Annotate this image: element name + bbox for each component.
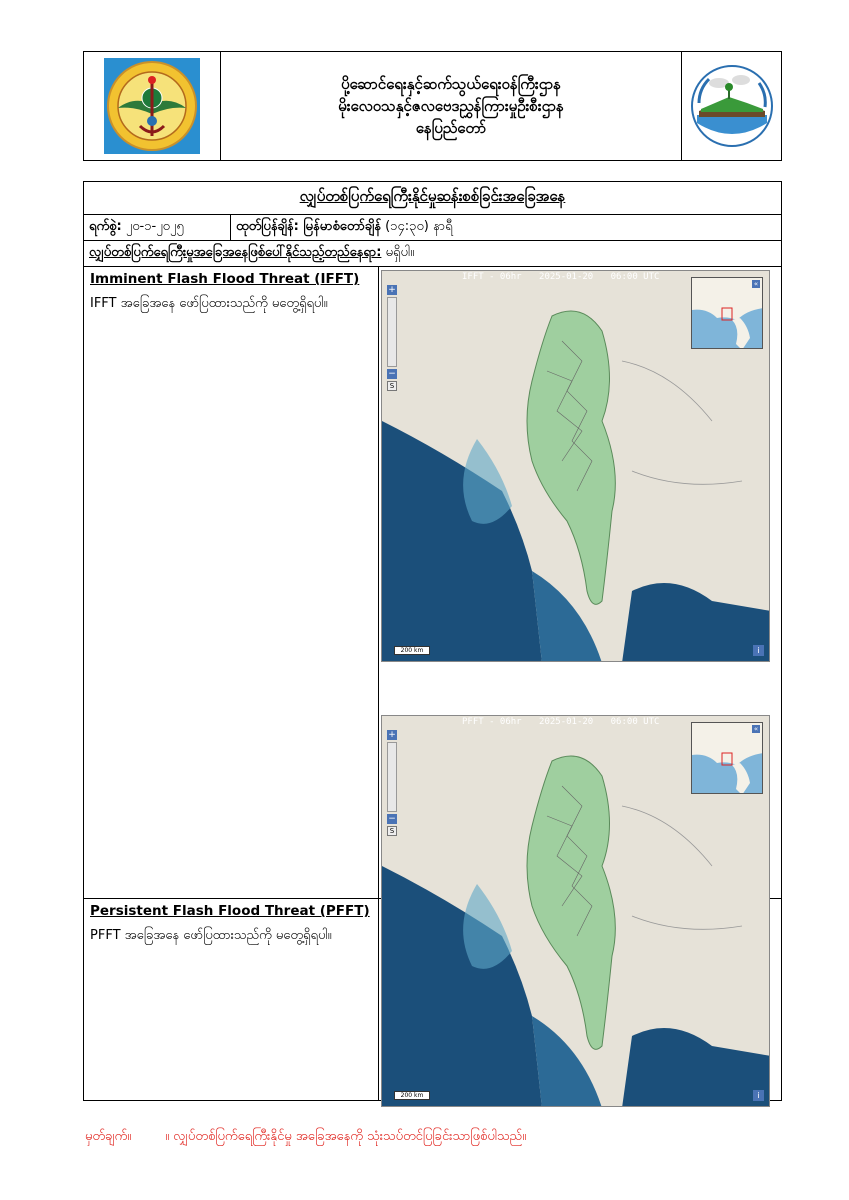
date-time-row	[84, 215, 781, 241]
zoom-slider[interactable]	[387, 297, 397, 367]
ifft-map-product: IFFT - 06hr	[462, 272, 522, 282]
pfft-text: PFFT အခြေအနေ ဖော်ပြထားသည်ကို မတွေ့ရှိရပါ။	[90, 928, 332, 943]
info-button[interactable]: i	[753, 645, 764, 656]
date-value: ၂၀-၁-၂၀၂၅	[125, 219, 184, 234]
zoom-slider[interactable]	[387, 742, 397, 812]
hydrology-logo-cell	[682, 52, 781, 160]
pfft-map-product: PFFT - 06hr	[462, 717, 522, 727]
ifft-map[interactable]	[381, 270, 770, 662]
footer-note	[85, 1128, 526, 1147]
zoom-out-button[interactable]: −	[388, 369, 396, 379]
zoom-in-button[interactable]: +	[388, 730, 396, 740]
overview-map	[692, 723, 763, 794]
date-cell	[84, 215, 231, 240]
zoom-out-button[interactable]: −	[388, 814, 396, 824]
ifft-zoom-control	[387, 285, 397, 391]
ifft-map-date: 2025-01-20	[539, 272, 594, 282]
location-label: လျှပ်တစ်ပြက်ရေကြီးမှုအခြေအနေဖြစ်ပေါ်နိုင်သည့်တည်နေရာ:	[89, 245, 382, 260]
ifft-overview-inset[interactable]	[691, 277, 763, 349]
ifft-title: Imminent Flash Flood Threat (IFFT)	[90, 271, 360, 287]
save-button[interactable]: S	[387, 381, 397, 391]
ministry-logo	[104, 58, 200, 154]
hydrology-logo	[689, 63, 775, 149]
overview-map	[692, 278, 763, 349]
report-table	[83, 181, 782, 1101]
pfft-map-date: 2025-01-20	[539, 717, 594, 727]
location-value: မရှိပါ။	[385, 245, 415, 260]
issue-time-cell	[231, 215, 781, 240]
ministry-logo-cell	[84, 52, 221, 160]
pfft-map-header	[462, 717, 671, 727]
note-text: ။ လျှပ်တစ်ပြက်ရေကြီးနိုင်မှု အခြေအနေကို သုံးသပ်တင်ပြခြင်းသာဖြစ်ပါသည်။	[165, 1129, 527, 1144]
pfft-map[interactable]	[381, 715, 770, 1107]
zoom-in-button[interactable]: +	[388, 285, 396, 295]
scale-bar: 200 km	[394, 646, 430, 655]
note-label: မှတ်ချက်။	[85, 1129, 132, 1144]
pfft-zoom-control	[387, 730, 397, 836]
save-button[interactable]: S	[387, 826, 397, 836]
issue-time-value: (၁၄:၃၀) နာရီ	[385, 219, 453, 234]
pfft-description-cell	[84, 899, 379, 1101]
pfft-overview-inset[interactable]	[691, 722, 763, 794]
scale-bar: 200 km	[394, 1091, 430, 1100]
ifft-map-time: 06:00 UTC	[610, 272, 660, 282]
department-name: မိုးလေဝသနှင့်ဇလဗေဒညွှန်ကြားမှုဦးစီးဌာန	[338, 97, 564, 115]
location-row	[84, 241, 781, 267]
pfft-title: Persistent Flash Flood Threat (PFFT)	[90, 903, 370, 919]
inset-close-button[interactable]: «	[753, 280, 759, 288]
city-name: နေပြည်တော်	[415, 119, 487, 137]
header-table	[83, 51, 782, 161]
ifft-description-cell	[84, 267, 379, 898]
ifft-text: IFFT အခြေအနေ ဖော်ပြထားသည်ကို မတွေ့ရှိရပါ။	[90, 296, 328, 311]
section-title: လျှပ်တစ်ပြက်ရေကြီးနိုင်မှုဆန်းစစ်ခြင်းအခြေအနေ	[299, 187, 566, 205]
ifft-map-header	[462, 272, 671, 282]
inset-close-button[interactable]: «	[753, 725, 759, 733]
section-title-row	[84, 182, 781, 215]
header-title-cell	[221, 52, 682, 160]
pfft-map-time: 06:00 UTC	[610, 717, 660, 727]
info-button[interactable]: i	[753, 1090, 764, 1101]
ministry-name: ပို့ဆောင်ရေးနှင့်ဆက်သွယ်ရေးဝန်ကြီးဌာန	[341, 75, 561, 93]
date-label: ရက်စွဲ:	[89, 219, 122, 234]
issue-time-label: ထုတ်ပြန်ချိန်: မြန်မာစံတော်ချိန်	[236, 219, 381, 234]
